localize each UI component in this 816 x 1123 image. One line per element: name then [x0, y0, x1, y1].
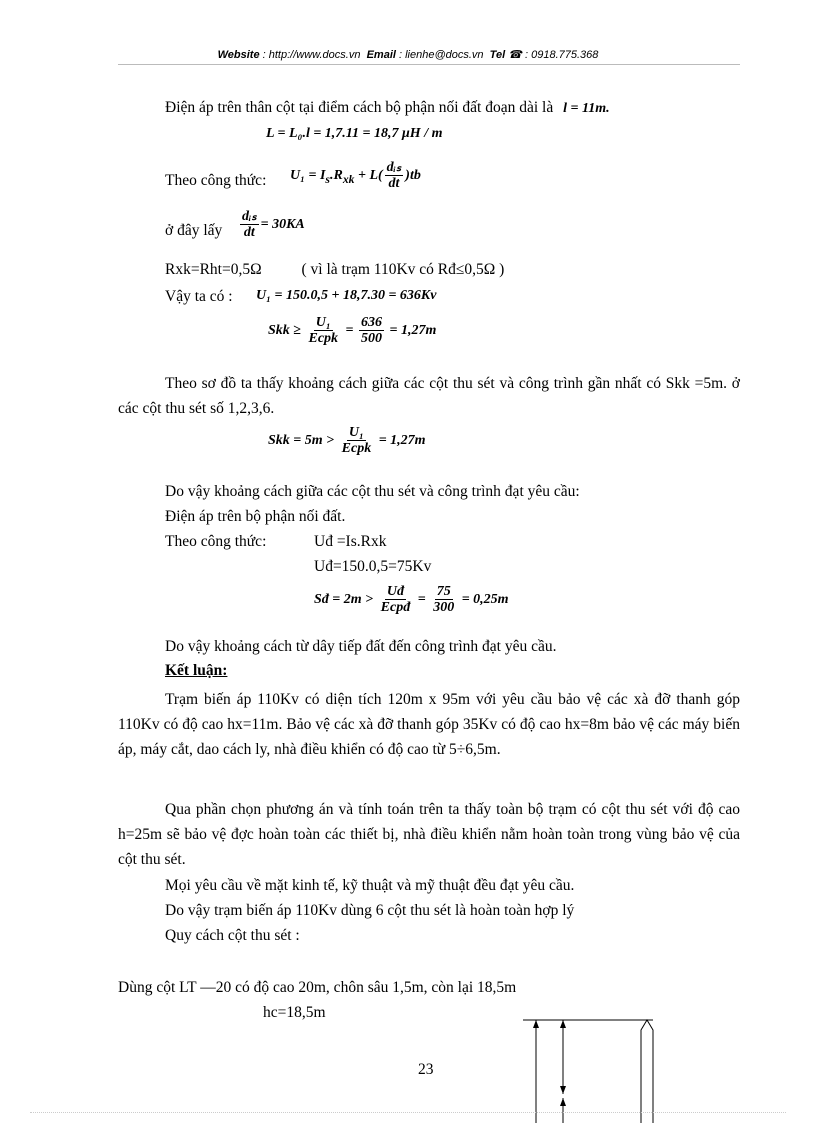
line-do-vay-1: Do vậy khoảng cách giữa các cột thu sét và công trình đạt yêu cầu:: [165, 483, 580, 500]
line-ud1: Uđ =Is.Rxk: [314, 533, 387, 550]
voltage-body-text: Điện áp trên thân cột tại điểm cách bộ phận nối đất đoạn dài là l = 11m.: [165, 99, 610, 116]
s1-equation: Skk ≥ $\frac{\text{U₁}}{\text{Ecpk}}$ = $\frac{636}{500}$ = 1,27m: [268, 315, 437, 347]
line-hc: hc=18,5m: [263, 1004, 326, 1021]
tel-label: Tel: [489, 49, 506, 61]
resistance-line: Rxk=Rht=0,5Ω ( vì là trạm 110Kv có Rđ≤0,5Ω ): [165, 261, 505, 278]
line-do-vay-2: Do vậy khoảng cách từ dây tiếp đất đến công trình đạt yêu cầu.: [165, 638, 557, 655]
line-quy-cach: Quy cách cột thu sét :: [165, 927, 300, 944]
header-divider: [118, 64, 740, 65]
u1-calc: U₁ = 150.0,5 + 18,7.30 = 636Kv: [256, 288, 437, 303]
arrow-up-icon: [533, 1020, 539, 1028]
s2-equation: Skk = 5m > $\frac{\text{U₁}}{\text{Ecpk}}$ = 1,27m: [268, 425, 426, 457]
u1-formula: $U_1 = I_s.R_{xk} + L$( $\frac{\text{dᵢₛ}}{dt}$ )tb: [290, 160, 421, 192]
website-label: Website: [217, 49, 260, 61]
ket-luan-heading: Kết luận:: [165, 662, 228, 679]
paragraph-tram: Trạm biến áp 110Kv có diện tích 120m x 95m với yêu cầu bảo vệ các xà đỡ thanh góp 110Kv có độ cao hx=11m. Bảo vệ các xà đỡ thanh góp 35Kv có độ cao hx=8m bảo vệ các máy biến áp, máy cắt, dao cách ly, nhà điều khiển có độ cao từ 5÷6,5m.: [118, 691, 740, 758]
line-ud2: Uđ=150.0,5=75Kv: [314, 558, 432, 575]
lightning-pole-shape: [641, 1020, 653, 1123]
formula-intro: Theo công thức:: [165, 172, 267, 189]
line-moi-yeu-cau: Mọi yêu cầu về mặt kinh tế, kỹ thuật và mỹ thuật đều đạt yêu cầu.: [165, 877, 575, 894]
vay-ta-co: Vậy ta có :: [165, 288, 233, 305]
length-formula: l = 11m.: [563, 101, 610, 116]
email-value: : lienhe@docs.vn: [395, 49, 484, 61]
line-do-vay-3: Do vậy trạm biến áp 110Kv dùng 6 cột thu sét là hoàn toàn hợp lý: [165, 902, 575, 919]
line-dien-ap: Điện áp trên bộ phận nối đất.: [165, 508, 346, 525]
arrow-down-icon: [560, 1086, 566, 1094]
tel-value: : 0918.775.368: [521, 49, 599, 61]
paragraph-theo-so-do: Theo sơ đồ ta thấy khoảng cách giữa các cột thu sét và công trình gần nhất có Skk =5m. ở các cột thu sét số 1,2,3,6.: [118, 375, 740, 417]
page-number: 23: [418, 1061, 434, 1078]
page-header: [0, 48, 816, 61]
inductance-equation: L = L₀.l = 1,7.11 = 18,7 μH / m: [266, 126, 443, 141]
didt-formula: $\frac{\text{dᵢₛ}}{dt}$ = 30KA: [242, 209, 305, 241]
s3-equation: Sđ = 2m > $\frac{Uđ}{\text{Ecpđ}}$ = $\frac{75}{300}$ = 0,25m: [314, 584, 509, 616]
footer-divider: [30, 1112, 786, 1113]
email-label: Email: [366, 49, 396, 61]
paragraph-qua-phan: Qua phần chọn phương án và tính toán trên ta thấy toàn bộ trạm có cột thu sét với độ cao h=25m sẽ bảo vệ đợc hoàn toàn các thiết bị, nhà điều khiển nằm hoàn toàn trong vùng bảo vệ của cột thu sét.: [118, 801, 740, 868]
website-value: : http://www.docs.vn: [259, 49, 361, 61]
arrow-up-icon: [560, 1098, 566, 1106]
pole-diagram: [518, 1012, 658, 1123]
phone-icon: ☎: [508, 49, 522, 61]
line-theo-cong-thuc: Theo công thức:: [165, 533, 267, 550]
o-day-lay: ở đây lấy: [165, 222, 223, 239]
line-dung-cot: Dùng cột LT —20 có độ cao 20m, chôn sâu 1,5m, còn lại 18,5m: [118, 979, 517, 996]
arrow-up-icon: [560, 1020, 566, 1028]
